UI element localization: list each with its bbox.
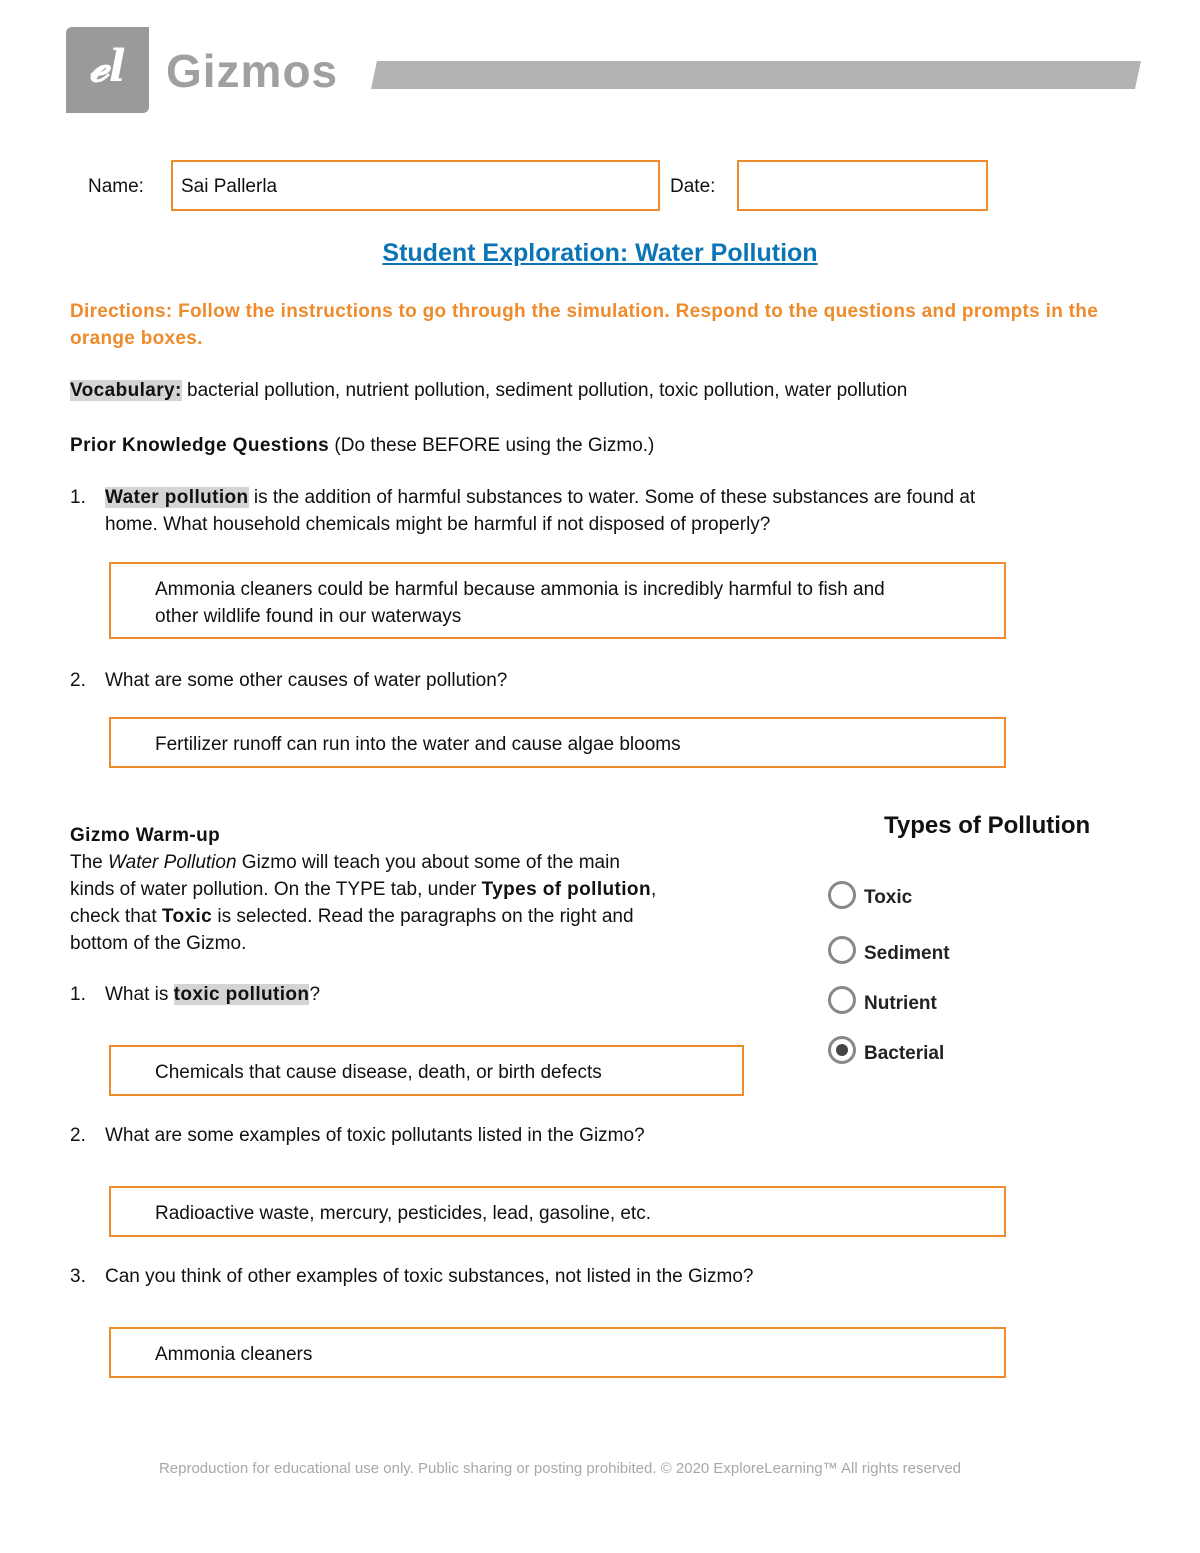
warmup-q1-pre: What is [105,984,174,1005]
warmup-types-of-pollution: Types of pollution [481,879,651,900]
prior-q1-line1: is the addition of harmful substances to water. Some of these substances are found at [248,487,976,508]
prior-knowledge-heading: Prior Knowledge Questions [70,435,330,456]
warmup-q1-text [105,981,320,1008]
radio-bacterial[interactable] [828,1036,856,1064]
date-label: Date: [670,176,716,197]
prior-knowledge-heading-line [70,432,654,459]
radio-label-nutrient: Nutrient [864,993,937,1014]
warmup-answer-1-box[interactable] [109,1045,744,1096]
prior-answer-2-box[interactable] [109,717,1006,768]
prior-answer-1-box[interactable] [109,562,1006,639]
gizmos-brand: Gizmos [166,45,339,97]
vocabulary-line [70,377,907,404]
name-value: Sai Pallerla [181,176,278,197]
prior-knowledge-note: (Do these BEFORE using the Gizmo.) [329,435,655,456]
warmup-answer-2-box[interactable] [109,1186,1006,1237]
vocabulary-label: Vocabulary: [70,380,182,401]
prior-q1-number: 1. [70,487,86,508]
warmup-answer-3: Ammonia cleaners [155,1344,313,1365]
radio-label-bacterial: Bacterial [864,1043,945,1064]
prior-q1-term: Water pollution [105,487,249,508]
radio-label-sediment: Sediment [864,943,950,964]
date-value [739,162,986,190]
warmup-p-the: The [70,852,109,873]
name-label: Name: [88,176,144,197]
warmup-toxic: Toxic [161,906,213,927]
types-of-pollution-title: Types of Pollution [884,812,1091,839]
warmup-p-line2: kinds of water pollution. On the TYPE tab, under [70,879,482,900]
header-decorative-bar [371,61,1141,89]
warmup-answer-3-box[interactable] [109,1327,1006,1378]
prior-answer-1-line2: other wildlife found in our waterways [155,606,462,627]
warmup-heading: Gizmo Warm-up [70,825,221,846]
warmup-answer-2: Radioactive waste, mercury, pesticides, lead, gasoline, etc. [155,1203,651,1224]
warmup-q2-text: What are some examples of toxic pollutants listed in the Gizmo? [105,1125,645,1146]
warmup-q2-number: 2. [70,1125,86,1146]
radio-nutrient[interactable] [828,986,856,1014]
prior-q1-line2: home. What household chemicals might be harmful if not disposed of properly? [105,514,771,535]
warmup-q1-number: 1. [70,984,86,1005]
prior-answer-1-line1: Ammonia cleaners could be harmful because ammonia is incredibly harmful to fish and [155,579,885,600]
prior-q2-text: What are some other causes of water pollution? [105,670,508,691]
warmup-q1-term: toxic pollution [173,984,310,1005]
page-title: Student Exploration: Water Pollution [382,239,818,267]
prior-q2-number: 2. [70,670,86,691]
warmup-p-line4: bottom of the Gizmo. [70,933,247,954]
warmup-q3-text: Can you think of other examples of toxic substances, not listed in the Gizmo? [105,1266,754,1287]
prior-answer-2: Fertilizer runoff can run into the water and cause algae blooms [155,734,681,755]
prior-answer-1 [155,576,885,630]
radio-sediment[interactable] [828,936,856,964]
date-field[interactable] [737,160,988,211]
radio-label-toxic: Toxic [864,887,913,908]
warmup-answer-1: Chemicals that cause disease, death, or birth defects [155,1062,602,1083]
radio-toxic[interactable] [828,881,856,909]
logo-glyph: 𝓮l [89,41,126,92]
warmup-q3-number: 3. [70,1266,86,1287]
explorelearning-logo [66,27,149,113]
footer-copyright: Reproduction for educational use only. Public sharing or posting prohibited. © 2020 ExploreLearning™ All rights reserved [158,1460,962,1477]
warmup-p-line3-rest: is selected. Read the paragraphs on the right and [212,906,634,927]
warmup-q1-post: ? [309,984,321,1005]
name-field[interactable] [171,160,660,211]
warmup-p-line1: Gizmo will teach you about some of the main [236,852,620,873]
warmup-gizmo-name: Water Pollution [108,852,237,873]
warmup-p-line2-end: , [650,879,657,900]
warmup-paragraph [70,849,770,957]
directions-text: Directions: Follow the instructions to go through the simulation. Respond to the questions and prompts in the orange boxes. [70,301,1099,349]
warmup-p-line3: check that [70,906,162,927]
prior-q1-text [105,484,1105,538]
vocabulary-terms: bacterial pollution, nutrient pollution, sediment pollution, toxic pollution, water pollution [181,380,908,401]
